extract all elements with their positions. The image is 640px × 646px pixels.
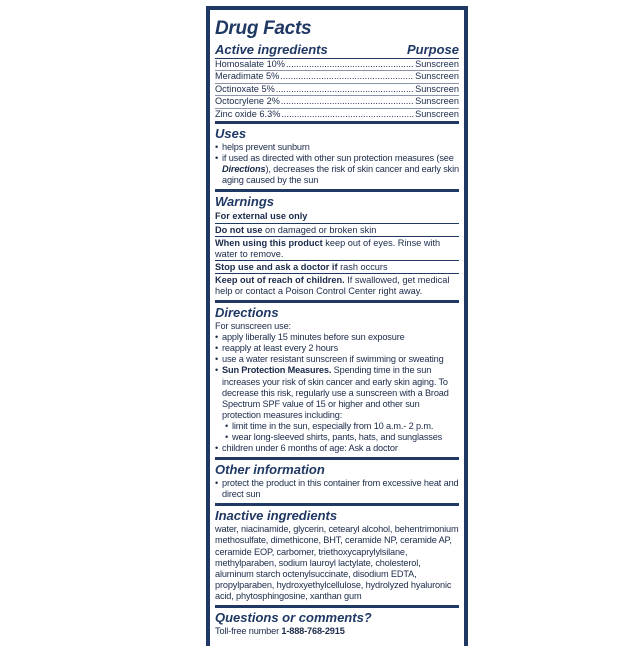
dot-leader: [276, 84, 414, 95]
ingredient-name: Meradimate 5%: [215, 71, 280, 82]
other-information-heading: Other information: [215, 462, 325, 478]
dot-leader: [280, 71, 414, 82]
drug-facts-title: Drug Facts: [215, 18, 312, 39]
inactive-ingredients-text: water, niacinamide, glycerin, cetearyl alcohol, behentrimonium methosulfate, dimethicone, BHT, ceramide NP, ceramide AP, ceramide EOP, carbomer, triethoxycaprylylsilane, methylparaben, sodium lauroyl lactylate, cholesterol, aluminum starch octenylsuccinate, disodium EDTA, propylparaben, hydroxyethylcellulose, hydrolyzed hyaluronic acid, phytosphingosine, xanthan gum: [215, 524, 459, 601]
phone-number: 1-888-768-2915: [281, 626, 345, 637]
warnings-section: [215, 192, 459, 303]
list-item: • if used as directed with other sun protection measures (see Directions), decreases the risk of skin cancer and early skin aging caused by the sun: [215, 153, 459, 186]
dot-leader: [281, 109, 414, 120]
active-ingredients-list: [215, 59, 459, 120]
toll-free-line: Toll-free number 1-888-768-2915: [215, 626, 345, 637]
ingredient-name: Zinc oxide 6.3%: [215, 108, 281, 119]
directions-intro: For sunscreen use:: [215, 321, 291, 332]
other-information-list: [215, 478, 459, 500]
ingredient-purpose: Sunscreen: [415, 96, 459, 107]
list-item: • apply liberally 15 minutes before sun exposure: [215, 332, 459, 343]
purpose-heading: Purpose: [406, 42, 459, 57]
ingredient-row: [215, 71, 459, 83]
directions-list: [215, 332, 459, 454]
questions-heading: Questions or comments?: [215, 610, 372, 626]
sub-list-item: • wear long-sleeved shirts, pants, hats, and sunglasses: [215, 432, 459, 443]
ingredient-row: [215, 59, 459, 71]
sub-list-item: • limit time in the sun, especially from 10 a.m.- 2 p.m.: [215, 421, 459, 432]
list-item: • children under 6 months of age: Ask a doctor: [215, 443, 459, 454]
warning-row: When using this product keep out of eyes. Rinse with water to remove.: [215, 237, 459, 261]
ingredient-row: [215, 96, 459, 108]
dot-leader: [281, 96, 414, 107]
ingredient-row: [215, 109, 459, 120]
warnings-heading: Warnings: [215, 194, 274, 210]
ingredient-purpose: Sunscreen: [415, 71, 459, 82]
ingredient-purpose: Sunscreen: [415, 108, 459, 119]
uses-section: [215, 124, 459, 192]
dot-leader: [286, 59, 414, 70]
active-ingredients-section: [215, 10, 459, 124]
ingredient-name: Octocrylene 2%: [215, 96, 280, 107]
directions-section: [215, 303, 459, 460]
directions-reference: Directions: [222, 164, 266, 175]
ingredient-name: Octinoxate 5%: [215, 83, 275, 94]
warning-row: Do not use on damaged or broken skin: [215, 224, 459, 237]
uses-list: [215, 142, 459, 186]
list-item: • use a water resistant sunscreen if swimming or sweating: [215, 354, 459, 365]
list-item: • Sun Protection Measures. Spending time in the sun increases your risk of skin cancer and early skin aging. To decrease this risk, regularly use a sunscreen with a Broad Spectrum SPF value of 15 or higher and other sun protection measures including:: [215, 365, 459, 420]
directions-heading: Directions: [215, 305, 279, 321]
warning-row: Keep out of reach of children. If swallowed, get medical help or contact a Poison Control Center right away.: [215, 274, 450, 296]
list-item: • reapply at least every 2 hours: [215, 343, 459, 354]
ingredient-purpose: Sunscreen: [415, 83, 459, 94]
ingredient-row: [215, 84, 459, 96]
drug-facts-panel: [206, 6, 468, 646]
questions-section: [215, 608, 459, 637]
active-ingredients-header: [215, 40, 459, 59]
active-ingredients-heading: Active ingredients: [215, 42, 328, 57]
uses-heading: Uses: [215, 126, 247, 142]
warning-row: For external use only: [215, 210, 459, 223]
warning-row: Stop use and ask a doctor if rash occurs: [215, 261, 459, 274]
ingredient-name: Homosalate 10%: [215, 59, 285, 69]
other-information-section: [215, 460, 459, 506]
inactive-ingredients-heading: Inactive ingredients: [215, 508, 338, 524]
list-item: • protect the product in this container from excessive heat and direct sun: [215, 478, 459, 500]
list-item: • helps prevent sunburn: [215, 142, 459, 153]
ingredient-purpose: Sunscreen: [415, 59, 459, 69]
inactive-ingredients-section: [215, 506, 459, 608]
